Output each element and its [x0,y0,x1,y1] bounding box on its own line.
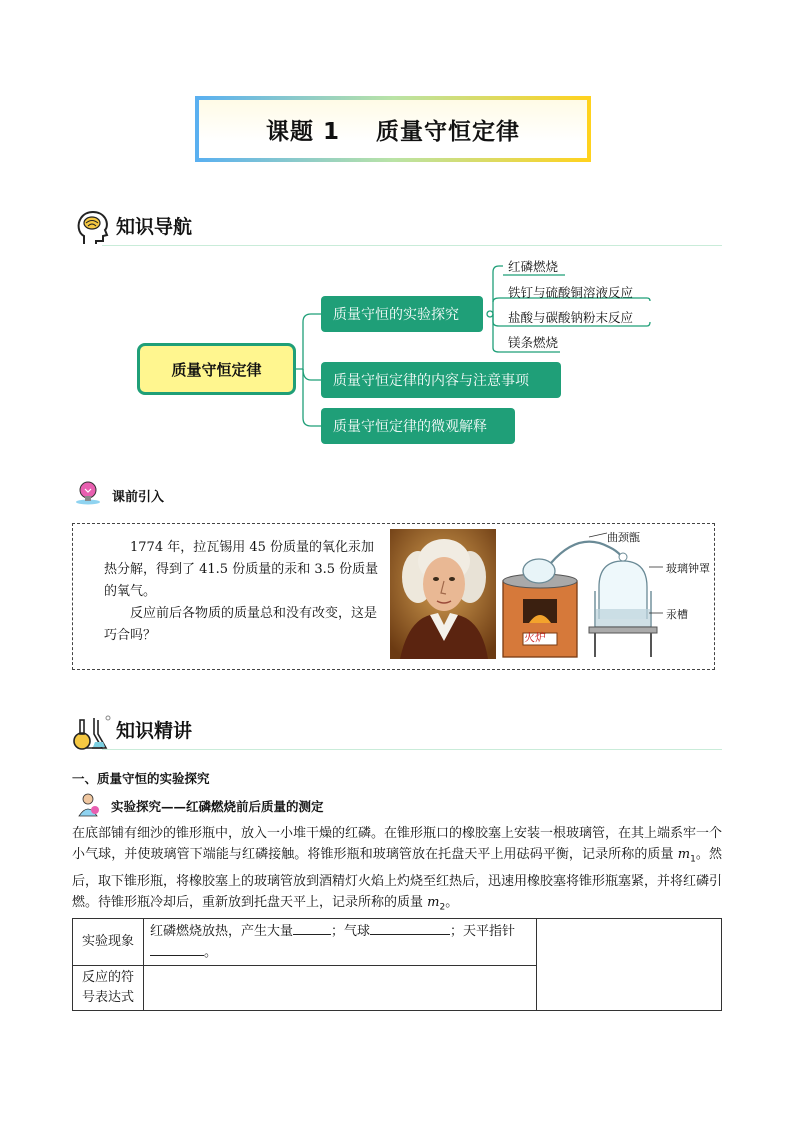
notes-cell[interactable] [537,919,722,1011]
mindmap-leaf-3: 盐酸与碳酸钠粉末反应 [508,310,634,325]
phenomenon-text-3: ；天平指针 [450,924,516,939]
section-title-nav: 知识导航 [116,216,193,238]
experiment-text-3: 。 [445,894,459,910]
experiment-table [72,918,722,1008]
intro-paragraph-1: 1774 年，拉瓦锡用 45 份质量的氧化汞加热分解，得到了 41.5 份质量的汞和 3.5 份质量的氧气。 [104,540,379,599]
label-trough: 汞槽 [666,608,688,621]
lesson-number: 课题 1 [265,118,340,145]
mindmap-leaf-4: 镁条燃烧 [508,335,559,350]
equation-cell[interactable] [144,966,537,1011]
mass-symbol-m1: m [677,847,691,862]
flask-icon [72,712,114,752]
section-title-lecture: 知识精讲 [116,720,193,742]
experiment-text-2: 。然后，取下锥形瓶，将橡胶塞上的玻璃管放到酒精灯火焰上灼烧至红热后，迅速用橡胶塞将锥形瓶塞紧，并将红磷引燃。待锥形瓶冷却后，重新放到托盘天平上，记录所称的质量 [72,847,723,910]
mass-subscript-2: 2 [439,902,446,913]
scientist-icon [74,792,102,818]
lavoisier-portrait [390,529,496,659]
label-bell-jar: 玻璃钟罩 [666,562,710,575]
blank-balloon[interactable] [370,921,450,935]
label-furnace: 火炉 [524,631,546,644]
intro-text [104,537,384,647]
experiment-text-1: 在底部铺有细沙的锥形瓶中，放入一小堆干燥的红磷。在锥形瓶口的橡胶塞上安装一根玻璃管，在其上端系牢一个小气球，并使玻璃管下端能与红磷接触。将锥形瓶和玻璃管放在托盘天平上用砝码平衡，记录所称的质量 [72,826,723,862]
section-header-lecture [72,712,722,750]
phenomenon-text-1: 红磷燃烧放热，产生大量 [150,924,294,939]
subsection-heading: 一、质量守恒的实验探究 [72,771,210,786]
blank-pointer[interactable] [150,942,204,956]
experiment-description [72,823,722,918]
label-retort: 曲颈甑 [607,531,640,544]
phenomenon-text-4: 。 [204,945,218,960]
experiment-title: 实验探究——红磷燃烧前后质量的测定 [111,799,324,814]
mass-symbol-m2: m [427,894,440,910]
mindmap-branch-2: 质量守恒定律的内容与注意事项 [321,362,561,398]
phenomenon-cell [144,919,537,966]
lesson-topic: 质量守恒定律 [376,118,520,145]
section-title-intro: 课前引入 [112,490,165,505]
lightbulb-icon [74,479,104,505]
label-equation: 反应的符号表达式 [73,966,144,1011]
blank-smoke[interactable] [293,921,331,935]
mindmap-branch-3: 质量守恒定律的微观解释 [321,408,515,444]
mass-subscript-1: 1 [690,854,696,865]
intro-paragraph-2: 反应前后各物质的质量总和没有改变，这是巧合吗？ [104,606,378,643]
mindmap-root: 质量守恒定律 [137,343,296,395]
mindmap-leaf-1: 红磷燃烧 [508,259,559,274]
mindmap-leaf-2: 铁钉与硫酸铜溶液反应 [508,285,634,300]
phenomenon-text-2: ；气球 [331,924,371,939]
mindmap-branch-1: 质量守恒的实验探究 [321,296,483,332]
label-phenomenon: 实验现象 [73,919,144,966]
